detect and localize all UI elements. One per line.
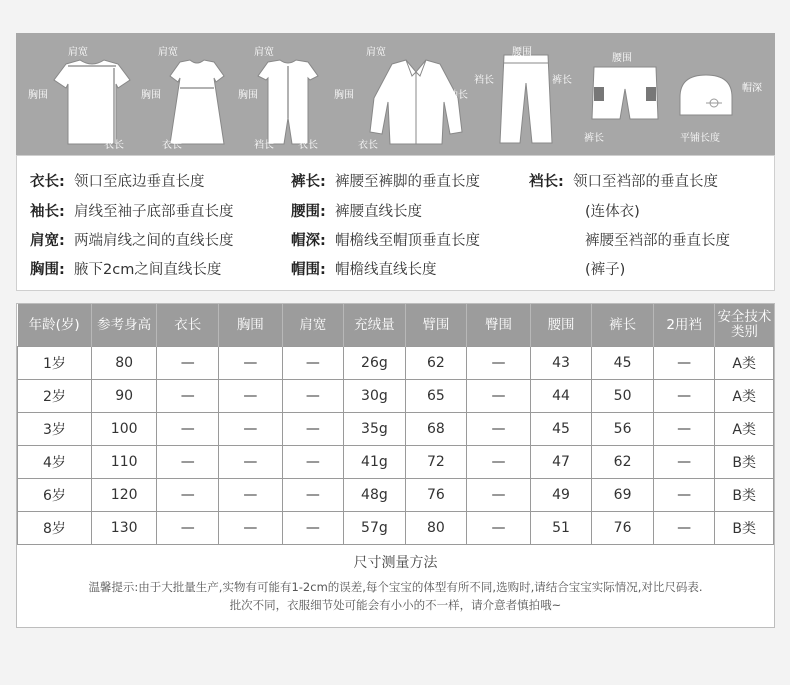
table-row [18, 413, 774, 446]
table-cell: 49 [530, 479, 592, 512]
romper-left-label: 胸围 [238, 90, 258, 101]
tshirt-left-label: 胸围 [28, 90, 48, 101]
column-header: 年龄(岁) [18, 304, 92, 347]
table-cell: — [219, 446, 283, 479]
column-header: 衣长 [157, 304, 219, 347]
column-header: 充绒量 [344, 304, 406, 347]
notice-line-2: 批次不同，衣服细节处可能会有小小的不一样，请介意者慎拍哦~ [229, 598, 562, 612]
column-header: 安全技术类别 [715, 304, 774, 347]
table-cell: 47 [530, 446, 592, 479]
column-header: 裤长 [592, 304, 654, 347]
column-header: 臀围 [467, 304, 531, 347]
table-cell: — [653, 446, 715, 479]
table-cell: A类 [715, 413, 774, 446]
column-header: 胸围 [219, 304, 283, 347]
table-cell: 62 [405, 347, 467, 380]
column-header: 腰围 [530, 304, 592, 347]
table-body [18, 347, 774, 545]
table-cell: 130 [91, 512, 157, 545]
definition-item: 裤长: 裤腰至裤脚的垂直长度 [291, 174, 481, 190]
romper-icon [256, 58, 320, 146]
table-cell: — [653, 479, 715, 512]
definition-item: 裤腰至裆部的垂直长度 [585, 233, 730, 249]
definition-item: (连体衣) [585, 204, 640, 220]
table-cell: 6岁 [18, 479, 92, 512]
shorts-icon [590, 63, 660, 123]
pants-top-label: 腰围 [512, 47, 532, 58]
pants-right-label: 裤长 [552, 75, 572, 86]
table-cell: A类 [715, 347, 774, 380]
definition-item: 衣长: 领口至底边垂直长度 [30, 174, 205, 190]
table-cell: 50 [592, 380, 654, 413]
table-cell: 80 [91, 347, 157, 380]
table-cell: — [282, 479, 344, 512]
measurement-method-title: 尺寸测量方法 [353, 555, 438, 571]
table-cell: 41g [344, 446, 406, 479]
definition-item: (裤子) [585, 262, 626, 278]
hat-icon [676, 71, 736, 121]
romper-top-label: 肩宽 [254, 47, 274, 58]
table-cell: 80 [405, 512, 467, 545]
table-cell: — [219, 512, 283, 545]
jacket-bottom-label: 衣长 [358, 140, 378, 151]
table-cell: — [467, 479, 531, 512]
shorts-bottom-label: 裤长 [584, 133, 604, 144]
table-cell: — [653, 413, 715, 446]
table-cell: — [157, 380, 219, 413]
table-cell: — [219, 380, 283, 413]
measurement-definitions [16, 155, 775, 291]
table-row [18, 512, 774, 545]
definition-item: 肩宽: 两端肩线之间的直线长度 [30, 233, 234, 249]
table-cell: 51 [530, 512, 592, 545]
table-cell: 120 [91, 479, 157, 512]
pants-left-label: 裆长 [474, 75, 494, 86]
dress-left-label: 胸围 [141, 90, 161, 101]
jacket-icon [368, 58, 464, 146]
table-cell: 72 [405, 446, 467, 479]
table-cell: 69 [592, 479, 654, 512]
table-cell: — [653, 347, 715, 380]
hat-bottom-label: 平铺长度 [680, 133, 720, 144]
table-cell: 76 [405, 479, 467, 512]
table-cell: — [219, 347, 283, 380]
table-cell: — [282, 446, 344, 479]
table-cell: B类 [715, 446, 774, 479]
table-cell: 68 [405, 413, 467, 446]
table-cell: 3岁 [18, 413, 92, 446]
notice-line-1: 温馨提示:由于大批量生产,实物有可能有1-2cm的误差,每个宝宝的体型有所不同,选购时,请结合宝宝实际情况,对比尺码表. [88, 580, 703, 594]
table-header-row [18, 304, 774, 347]
table-cell: — [653, 512, 715, 545]
table-cell: 2岁 [18, 380, 92, 413]
definition-item: 腰围: 裤腰直线长度 [291, 204, 423, 220]
table-cell: — [467, 512, 531, 545]
table-cell: B类 [715, 512, 774, 545]
garment-diagram-panel [16, 33, 775, 155]
dress-top-label: 肩宽 [158, 47, 178, 58]
table-cell: — [157, 413, 219, 446]
table-cell: — [653, 380, 715, 413]
column-header: 2用裆 [653, 304, 715, 347]
table-row [18, 347, 774, 380]
table-cell: — [219, 413, 283, 446]
table-cell: 30g [344, 380, 406, 413]
table-cell: 35g [344, 413, 406, 446]
hat-right-label: 帽深 [742, 83, 762, 94]
column-header: 臂围 [405, 304, 467, 347]
tshirt-top-label: 肩宽 [68, 47, 88, 58]
table-cell: — [467, 413, 531, 446]
table-cell: A类 [715, 380, 774, 413]
column-header: 肩宽 [282, 304, 344, 347]
table-cell: 8岁 [18, 512, 92, 545]
definition-item: 帽深: 帽檐线至帽顶垂直长度 [291, 233, 481, 249]
table-cell: — [157, 479, 219, 512]
table-row [18, 446, 774, 479]
table-cell: 45 [530, 413, 592, 446]
table-cell: — [157, 446, 219, 479]
table-cell: 100 [91, 413, 157, 446]
romper-bottom2-label: 衣长 [298, 140, 318, 151]
size-table [17, 304, 774, 545]
table-cell: — [157, 347, 219, 380]
table-cell: 43 [530, 347, 592, 380]
definition-item: 帽围: 帽檐线直线长度 [291, 262, 437, 278]
table-cell: 90 [91, 380, 157, 413]
jacket-right-label: 袖长 [448, 90, 468, 101]
table-cell: — [282, 413, 344, 446]
jacket-left-label: 胸围 [334, 90, 354, 101]
tshirt-bottom-label: 衣长 [104, 140, 124, 151]
table-cell: — [219, 479, 283, 512]
definition-item: 裆长: 领口至裆部的垂直长度 [529, 174, 719, 190]
definition-item: 胸围: 腋下2cm之间直线长度 [30, 262, 222, 278]
column-header: 参考身高 [91, 304, 157, 347]
definition-item: 袖长: 肩线至袖子底部垂直长度 [30, 204, 234, 220]
table-cell: — [467, 380, 531, 413]
size-table-panel [16, 303, 775, 628]
table-cell: — [157, 512, 219, 545]
table-row [18, 479, 774, 512]
table-row [18, 380, 774, 413]
table-cell: 56 [592, 413, 654, 446]
jacket-top-label: 肩宽 [366, 47, 386, 58]
shorts-top-label: 腰围 [612, 53, 632, 64]
table-cell: — [467, 446, 531, 479]
tshirt-icon [52, 58, 132, 146]
table-cell: 1岁 [18, 347, 92, 380]
table-cell: 4岁 [18, 446, 92, 479]
table-cell: 48g [344, 479, 406, 512]
table-cell: 45 [592, 347, 654, 380]
table-cell: 110 [91, 446, 157, 479]
table-cell: 65 [405, 380, 467, 413]
table-cell: B类 [715, 479, 774, 512]
table-cell: 76 [592, 512, 654, 545]
table-cell: — [282, 380, 344, 413]
table-cell: 26g [344, 347, 406, 380]
table-cell: 44 [530, 380, 592, 413]
romper-bottom1-label: 裆长 [254, 140, 274, 151]
table-cell: — [282, 347, 344, 380]
table-cell: — [282, 512, 344, 545]
dress-bottom-label: 衣长 [162, 140, 182, 151]
table-cell: — [467, 347, 531, 380]
table-cell: 57g [344, 512, 406, 545]
pants-icon [498, 53, 554, 145]
dress-icon [162, 58, 232, 146]
table-cell: 62 [592, 446, 654, 479]
